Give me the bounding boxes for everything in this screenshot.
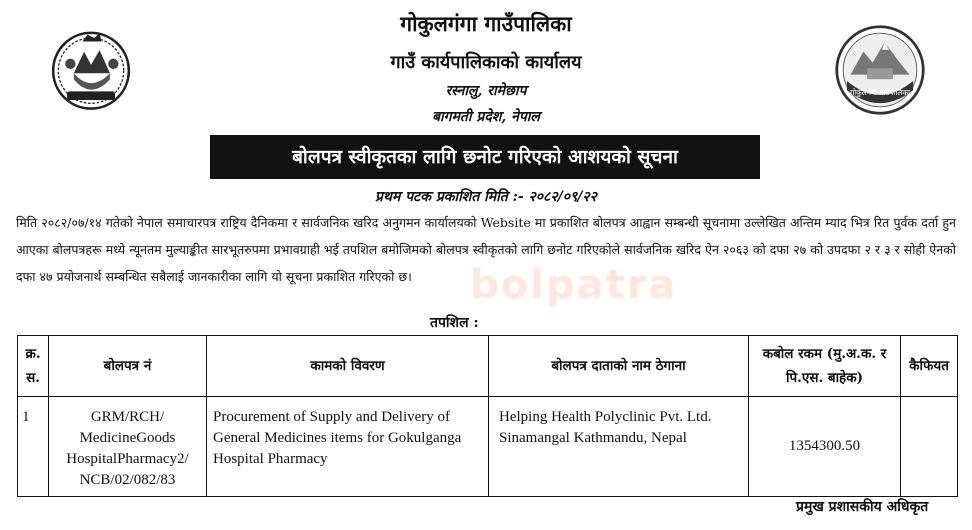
col-header-work: कामको विवरण xyxy=(207,336,489,397)
municipality-seal-icon xyxy=(834,24,926,116)
table-header-row xyxy=(18,336,958,397)
published-date: प्रथम पटक प्रकाशित मिति :- २०८२/०९/२२ xyxy=(375,189,597,205)
province-name: बागमती प्रदेश, नेपाल xyxy=(432,109,540,125)
office-address: रस्नालु, रामेछाप xyxy=(445,83,527,99)
office-name: गाउँ कार्यपालिकाको कार्यालय xyxy=(390,52,582,73)
notice-body: मिति २०८२/०७/१४ गतेको नेपाल समाचारपत्र राष्ट्रिय दैनिकमा र सार्वजनिक खरिद अनुगमन कार्यालयको Website मा प्रकाशित बोलपत्र आह्वान सम्बन्धी सूचनामा उल्लेखित अन्तिम म्याद भित्र रित पुर्वक दर्ता हुन आएका बोलपत्रहरू मध्ये न्यूनतम मुल्याङ्कीत सारभूतरुपमा प्रभावग्राही भई तपशिल बमोजिमको बोलपत्र स्वीकृतको लागि छनोट गरिएकोले सार्वजनिक खरिद ऐन २०६३ को दफा २७ को उपदफा २ र ३ र सोही ऐनको दफा ४७ प्रयोजनार्थ सम्बन्धित सबैलाई जानकारीका लागि यो सूचना प्रकाशित गरिएको छ। xyxy=(16,215,956,285)
cell-bid-no: GRM/RCH/ MedicineGoods HospitalPharmacy2/ NCB/02/082/83 xyxy=(49,397,207,497)
municipality-name: गोकुलगंगा गाउँपालिका xyxy=(400,11,572,36)
signature-title: प्रमुख प्रशासकीय अधिकृत xyxy=(796,499,929,515)
col-header-remarks: कैफियत xyxy=(901,336,958,397)
cell-bidder: Helping Health Polyclinic Pvt. Ltd. Sinamangal Kathmandu, Nepal xyxy=(489,397,749,497)
bid-table xyxy=(17,335,958,497)
table-row xyxy=(18,397,958,497)
cell-remarks xyxy=(901,397,958,497)
col-header-sn: क्र. स. xyxy=(18,336,49,397)
cell-amount: 1354300.50 xyxy=(749,397,901,497)
watermark: bolpatra xyxy=(470,262,678,308)
col-header-bid-no: बोलपत्र नं xyxy=(49,336,207,397)
municipality-logo xyxy=(834,24,926,116)
cell-sn: 1 xyxy=(18,397,49,497)
col-header-bidder: बोलपत्र दाताको नाम ठेगाना xyxy=(489,336,749,397)
seal-text: गोकुलगंगा गाउँपालिका xyxy=(850,87,910,97)
details-heading: तपशिल : xyxy=(430,315,479,331)
nepal-emblem-icon xyxy=(48,26,134,112)
notice-title-banner: बोलपत्र स्वीकृतका लागि छनोट गरिएको आशयको सूचना xyxy=(210,135,760,179)
col-header-amount: कबोल रकम (मु.अ.क. र पि.एस. बाहेक) xyxy=(749,336,901,397)
cell-work: Procurement of Supply and Delivery of General Medicines items for Gokulganga Hospital Pharmacy xyxy=(207,397,489,497)
